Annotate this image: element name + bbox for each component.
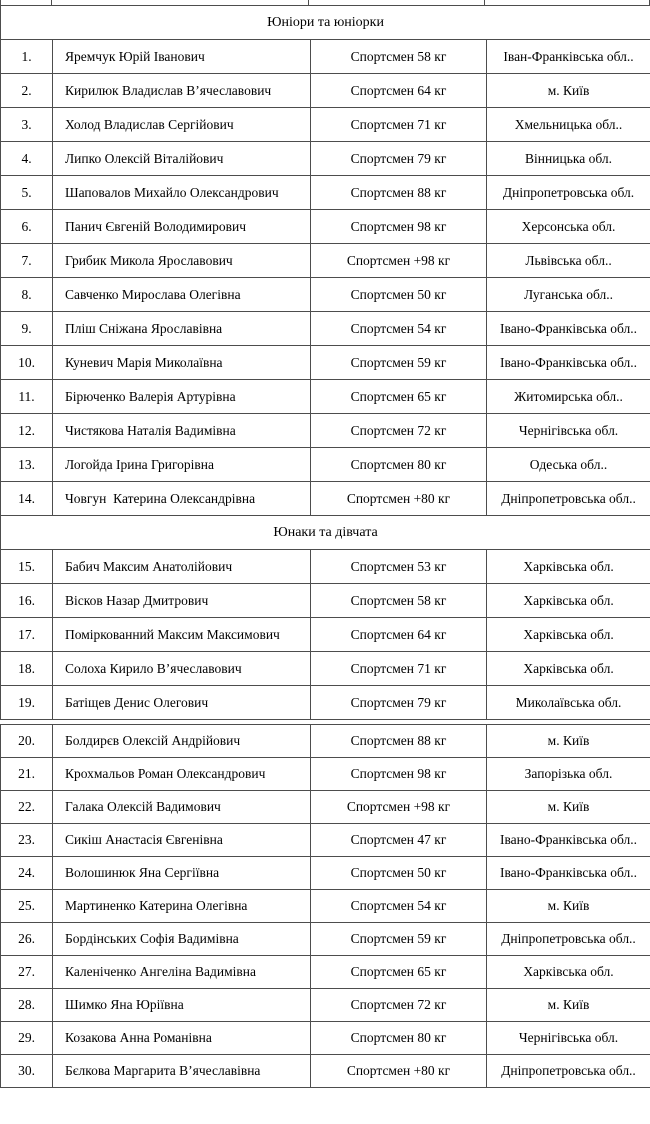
row-number: 23. [1,824,53,857]
athlete-name: Крохмальов Роман Олександрович [53,758,311,791]
table-row [1,312,650,346]
table-row [1,244,650,278]
table-row [1,652,650,686]
row-number: 5. [1,176,53,210]
table-row [1,618,650,652]
row-number: 27. [1,956,53,989]
row-number: 15. [1,550,53,584]
athlete-name: Бірюченко Валерія Артурівна [53,380,311,414]
athlete-region: м. Київ [487,890,650,923]
athlete-category: Спортсмен 59 кг [311,923,487,956]
athlete-name: Болдирєв Олексій Андрійович [53,725,311,758]
athlete-name: Бєлкова Маргарита В’ячеславівна [53,1055,311,1088]
table-row [1,210,650,244]
athlete-region: Харківська обл. [487,618,650,652]
row-number: 12. [1,414,53,448]
athlete-category: Спортсмен 79 кг [311,686,487,720]
roster-table-page1 [0,5,650,720]
athlete-name: Холод Владислав Сергійович [53,108,311,142]
row-number: 24. [1,857,53,890]
athlete-region: Хмельницька обл.. [487,108,650,142]
athlete-category: Спортсмен 50 кг [311,278,487,312]
athlete-region: Херсонська обл. [487,210,650,244]
athlete-category: Спортсмен 58 кг [311,40,487,74]
athlete-region: Дніпропетровська обл.. [487,482,650,516]
athlete-region: Івано-Франківська обл.. [487,312,650,346]
athlete-region: Луганська обл.. [487,278,650,312]
roster-table-page2 [0,724,650,1088]
table-row [1,142,650,176]
row-number: 22. [1,791,53,824]
table-row [1,584,650,618]
athlete-region: Вінницька обл. [487,142,650,176]
row-number: 26. [1,923,53,956]
row-number: 2. [1,74,53,108]
athlete-category: Спортсмен 54 кг [311,312,487,346]
table-row [1,448,650,482]
row-number: 7. [1,244,53,278]
row-number: 21. [1,758,53,791]
table-row [1,857,650,890]
athlete-category: Спортсмен 72 кг [311,414,487,448]
athlete-category: Спортсмен 98 кг [311,758,487,791]
row-number: 11. [1,380,53,414]
athlete-name: Човгун Катерина Олександрівна [53,482,311,516]
athlete-category: Спортсмен 71 кг [311,652,487,686]
athlete-name: Липко Олексій Віталійович [53,142,311,176]
athlete-region: м. Київ [487,989,650,1022]
athlete-category: Спортсмен +98 кг [311,791,487,824]
athlete-region: Івано-Франківська обл.. [487,824,650,857]
athlete-region: Запорізька обл. [487,758,650,791]
row-number: 13. [1,448,53,482]
athlete-region: Дніпропетровська обл. [487,176,650,210]
table-row [1,550,650,584]
athlete-name: Савченко Мирослава Олегівна [53,278,311,312]
athlete-name: Бабич Максим Анатолійович [53,550,311,584]
partial-cell-category [309,0,485,5]
row-number: 6. [1,210,53,244]
table-row [1,890,650,923]
athlete-category: Спортсмен 64 кг [311,618,487,652]
section-title: Юніори та юніорки [1,6,650,40]
athlete-region: Дніпропетровська обл.. [487,923,650,956]
athlete-category: Спортсмен 88 кг [311,725,487,758]
athlete-region: м. Київ [487,725,650,758]
row-number: 9. [1,312,53,346]
athlete-category: Спортсмен 53 кг [311,550,487,584]
athlete-category: Спортсмен 88 кг [311,176,487,210]
athlete-region: Харківська обл. [487,550,650,584]
table-row [1,791,650,824]
table-row [1,176,650,210]
athlete-category: Спортсмен 58 кг [311,584,487,618]
athlete-region: м. Київ [487,791,650,824]
section-title: Юнаки та дівчата [1,516,650,550]
row-number: 29. [1,1022,53,1055]
table-row [1,278,650,312]
table-row [1,824,650,857]
athlete-region: Миколаївська обл. [487,686,650,720]
athlete-region: Одеська обл.. [487,448,650,482]
table-row [1,923,650,956]
athlete-category: Спортсмен 71 кг [311,108,487,142]
row-number: 8. [1,278,53,312]
table-row [1,482,650,516]
table-row [1,414,650,448]
athlete-name: Чистякова Наталія Вадимівна [53,414,311,448]
athlete-region: Харківська обл. [487,652,650,686]
athlete-name: Яремчук Юрій Іванович [53,40,311,74]
athlete-category: Спортсмен 80 кг [311,1022,487,1055]
partial-cell-number [1,0,52,5]
athlete-name: Грибик Микола Ярославович [53,244,311,278]
athlete-name: Мартиненко Катерина Олегівна [53,890,311,923]
athlete-name: Солоха Кирило В’ячеславович [53,652,311,686]
athlete-name: Логойда Ірина Григорівна [53,448,311,482]
athlete-region: Чернігівська обл. [487,414,650,448]
table-row [1,108,650,142]
athlete-category: Спортсмен 65 кг [311,380,487,414]
row-number: 18. [1,652,53,686]
athlete-category: Спортсмен +80 кг [311,482,487,516]
row-number: 1. [1,40,53,74]
table-row [1,1055,650,1088]
athlete-region: Івано-Франківська обл.. [487,857,650,890]
athlete-category: Спортсмен 54 кг [311,890,487,923]
athlete-region: Харківська обл. [487,956,650,989]
table-row [1,380,650,414]
row-number: 3. [1,108,53,142]
row-number: 14. [1,482,53,516]
athlete-region: Житомирська обл.. [487,380,650,414]
athlete-name: Шаповалов Михайло Олександрович [53,176,311,210]
athlete-name: Батіщев Денис Олегович [53,686,311,720]
table-row [1,758,650,791]
athlete-name: Кирилюк Владислав В’ячеславович [53,74,311,108]
athlete-name: Поміркованний Максим Максимович [53,618,311,652]
athlete-name: Бордінських Софія Вадимівна [53,923,311,956]
athlete-region: Чернігівська обл. [487,1022,650,1055]
table-row [1,1022,650,1055]
athlete-name: Панич Євгеній Володимирович [53,210,311,244]
athlete-name: Пліш Сніжана Ярославівна [53,312,311,346]
row-number: 10. [1,346,53,380]
partial-cell-region [485,0,649,5]
athlete-category: Спортсмен 47 кг [311,824,487,857]
row-number: 19. [1,686,53,720]
athlete-name: Куневич Марія Миколаївна [53,346,311,380]
athlete-region: Дніпропетровська обл.. [487,1055,650,1088]
row-number: 4. [1,142,53,176]
athlete-category: Спортсмен 59 кг [311,346,487,380]
table-row [1,725,650,758]
athlete-category: Спортсмен +98 кг [311,244,487,278]
section-header-row [1,516,650,550]
athlete-category: Спортсмен 98 кг [311,210,487,244]
table-row [1,74,650,108]
table-row [1,686,650,720]
athlete-name: Сикіш Анастасія Євгенівна [53,824,311,857]
row-number: 30. [1,1055,53,1088]
partial-row-fragment [0,0,650,5]
athlete-name: Козакова Анна Романівна [53,1022,311,1055]
athlete-region: Івано-Франківська обл.. [487,346,650,380]
athlete-region: Львівська обл.. [487,244,650,278]
table-row [1,956,650,989]
athlete-category: Спортсмен +80 кг [311,1055,487,1088]
athlete-category: Спортсмен 72 кг [311,989,487,1022]
table-row [1,40,650,74]
section-header-row [1,6,650,40]
athlete-category: Спортсмен 64 кг [311,74,487,108]
athlete-category: Спортсмен 65 кг [311,956,487,989]
athlete-name: Волошинюк Яна Сергіївна [53,857,311,890]
athlete-region: м. Київ [487,74,650,108]
row-number: 28. [1,989,53,1022]
athlete-category: Спортсмен 80 кг [311,448,487,482]
row-number: 16. [1,584,53,618]
athlete-name: Галака Олексій Вадимович [53,791,311,824]
athlete-name: Вісков Назар Дмитрович [53,584,311,618]
table-row [1,989,650,1022]
athlete-region: Іван-Франківська обл.. [487,40,650,74]
row-number: 25. [1,890,53,923]
athlete-category: Спортсмен 50 кг [311,857,487,890]
partial-cell-name [52,0,309,5]
row-number: 20. [1,725,53,758]
athlete-name: Каленіченко Ангеліна Вадимівна [53,956,311,989]
table-row [1,346,650,380]
row-number: 17. [1,618,53,652]
athlete-name: Шимко Яна Юріївна [53,989,311,1022]
athlete-region: Харківська обл. [487,584,650,618]
athlete-category: Спортсмен 79 кг [311,142,487,176]
